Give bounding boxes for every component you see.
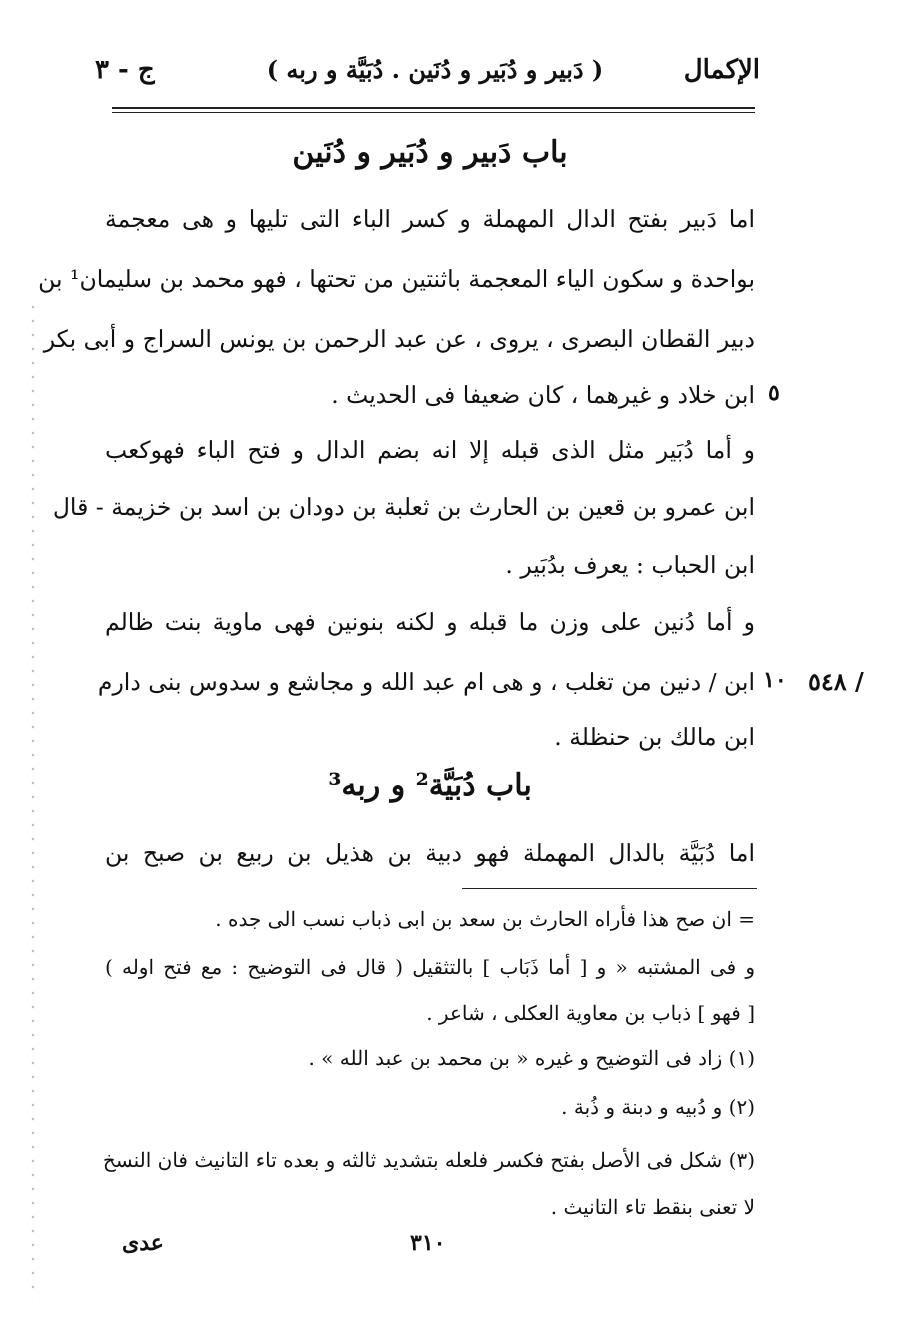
body-line: اما دَبير بفتح الدال المهملة و كسر الباء التى تليها و هى معجمة xyxy=(105,205,755,233)
header-rule-thin xyxy=(112,112,755,113)
body-line: ابن / دنين من تغلب ، و هى ام عبد الله و مجاشع و سدوس بنى دارم xyxy=(97,668,755,696)
footnote-line: (٣) شكل فى الأصل بفتح فكسر فلعله بتشديد ثالثه و بعده تاء التانيث فان النسخ xyxy=(102,1148,755,1172)
binding-dots xyxy=(30,300,36,1300)
body-line: و أما دُبَير مثل الذى قبله إلا انه بضم الدال و فتح الباء فهوكعب xyxy=(105,436,755,464)
footnote-rule xyxy=(462,888,757,889)
footnote-line: (١) زاد فى التوضيح و غيره « بن محمد بن عبد الله » . xyxy=(308,1046,755,1070)
footnote-line: [ فهو ] ذباب بن معاوية العكلى ، شاعر . xyxy=(426,1001,755,1025)
section-heading: باب دُبَيَّة² و ربه³ xyxy=(328,768,532,803)
line-number: ٥ xyxy=(768,380,780,406)
page-number: ٣١٠ xyxy=(410,1230,446,1256)
section-heading: باب دَبير و دُبَير و دُنَين xyxy=(292,135,568,170)
body-line: ابن مالك بن حنظلة . xyxy=(554,723,755,751)
footnote-line: لا تعنى بنقط تاء التانيث . xyxy=(550,1195,755,1219)
body-line: ابن الحباب : يعرف بدُبَير . xyxy=(505,551,755,579)
footnote-line: و فى المشتبه « و [ أما ذَبَاب ] بالتثقيل ( قال فى التوضيح : مع فتح اوله ) xyxy=(105,955,755,979)
body-line: ابن خلاد و غيرهما ، كان ضعيفا فى الحديث . xyxy=(331,381,755,409)
margin-page-reference: ٥٤٨ / xyxy=(808,667,864,696)
footnote-line: (٢) و دُبيه و دبنة و ذُبة . xyxy=(561,1095,755,1119)
footnote-line: = ان صح هذا فأراه الحارث بن سعد بن ابى ذباب نسب الى جده . xyxy=(215,907,755,931)
page-topic: ( دَبير و دُبَير و دُنَين . دُبَيَّة و ربه ) xyxy=(266,55,604,84)
volume-label: ج - ٣ xyxy=(95,55,155,85)
book-title: الإكمال xyxy=(683,55,760,85)
printer-signature: عدى xyxy=(122,1230,164,1256)
running-header xyxy=(95,55,760,100)
body-line: دبير القطان البصرى ، يروى ، عن عبد الرحمن بن يونس السراج و أبى بكر xyxy=(43,325,755,353)
body-line: بواحدة و سكون الياء المعجمة باثنتين من تحتها ، فهو محمد بن سليمان¹ بن xyxy=(38,265,755,293)
line-number: ١٠ xyxy=(763,667,787,693)
body-line: اما دُبَيَّة بالدال المهملة فهو دبية بن هذيل بن ربيع بن صبح بن xyxy=(105,839,755,867)
body-line: و أما دُنين على وزن ما قبله و لكنه بنونين فهى ماوية بنت ظالم xyxy=(105,608,755,636)
body-line: ابن عمرو بن قعين بن الحارث بن ثعلبة بن دودان بن اسد بن خزيمة - قال xyxy=(52,493,755,521)
header-rule xyxy=(112,107,755,109)
